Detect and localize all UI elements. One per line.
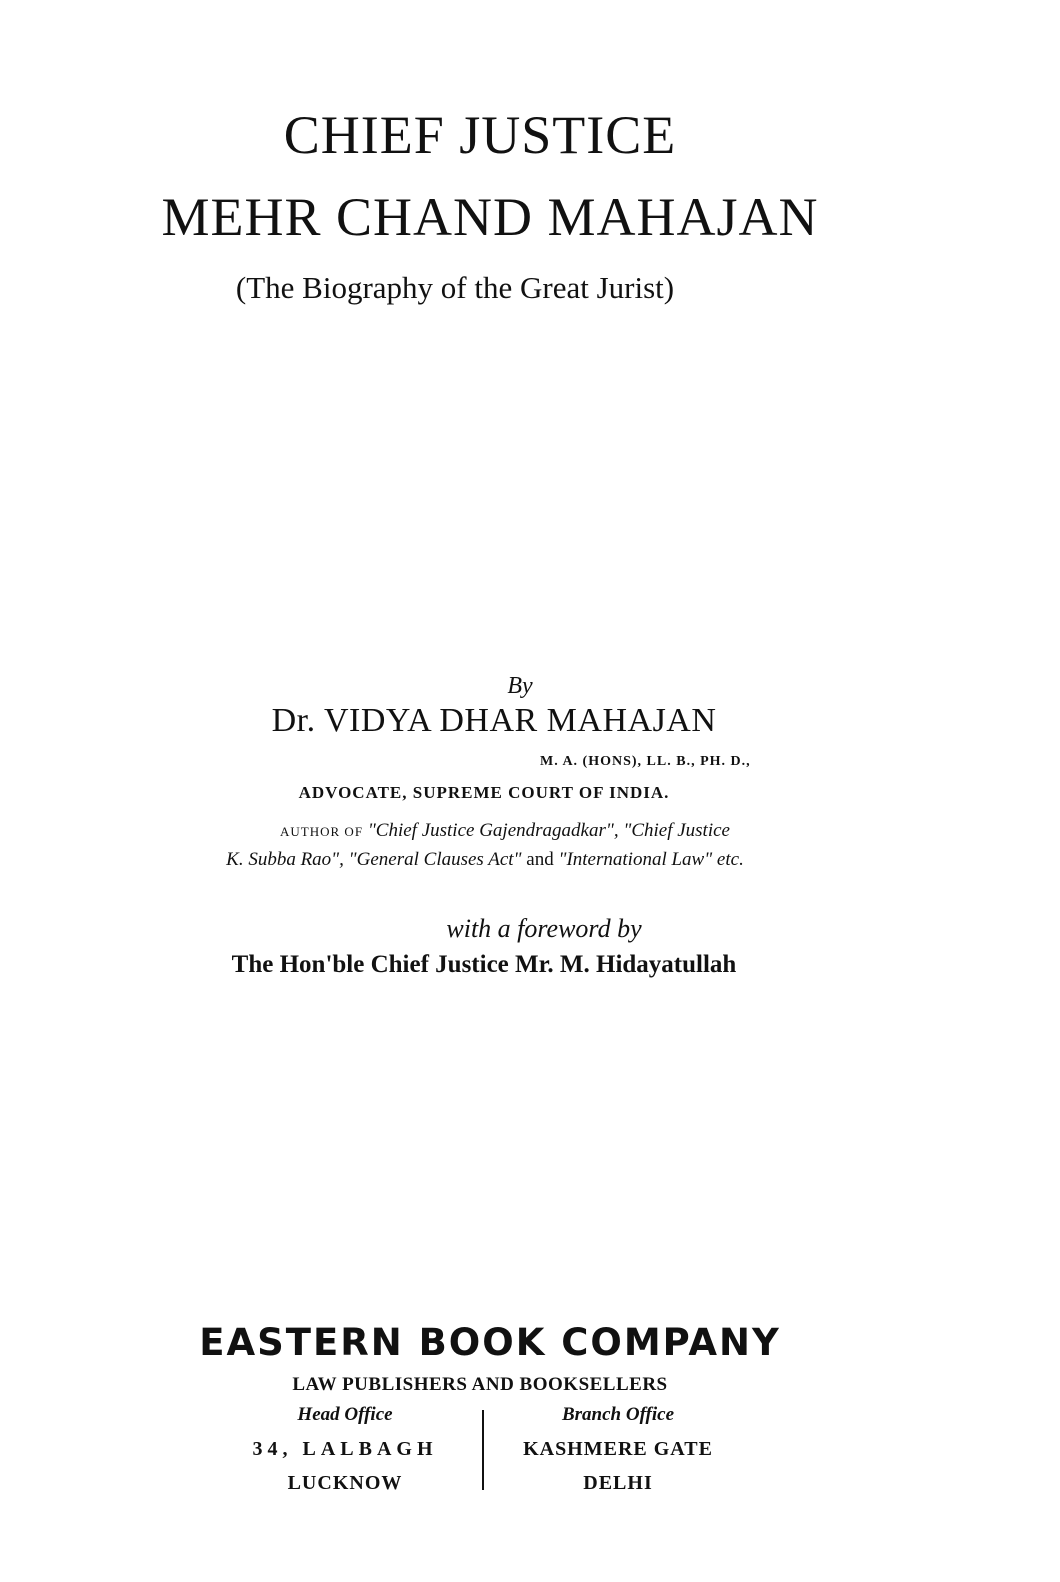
head-office-label: Head Office xyxy=(297,1404,393,1425)
author-works-prefix: AUTHOR OF xyxy=(280,824,364,839)
author-name: Dr. VIDYA DHAR MAHAJAN xyxy=(271,702,717,739)
author-works-and: and xyxy=(526,849,554,870)
publisher-tagline: LAW PUBLISHERS AND BOOKSELLERS xyxy=(292,1374,668,1395)
publisher-name: EASTERN BOOK COMPANY xyxy=(199,1321,781,1364)
by-label: By xyxy=(507,673,533,699)
book-title-line1: CHIEF JUSTICE xyxy=(283,105,677,165)
author-position: ADVOCATE, SUPREME COURT OF INDIA. xyxy=(298,783,670,802)
author-works-titles-1: "Chief Justice Gajendragadkar", "Chief Justice xyxy=(367,820,730,841)
book-subtitle: (The Biography of the Great Jurist) xyxy=(235,270,675,305)
author-works-line2 xyxy=(0,849,1015,871)
head-office-address-line1: 34, LALBAGH xyxy=(252,1438,438,1460)
foreword-author: The Hon'ble Chief Justice Mr. M. Hidayatullah xyxy=(231,951,737,978)
head-office-address-line2: LUCKNOW xyxy=(287,1472,403,1494)
author-works-titles-2b: "International Law" etc. xyxy=(558,849,744,870)
branch-office-label: Branch Office xyxy=(561,1404,675,1425)
author-works-titles-2a: K. Subba Rao", "General Clauses Act" xyxy=(226,849,522,870)
book-title-line2: MEHR CHAND MAHAJAN xyxy=(161,187,819,247)
foreword-label: with a foreword by xyxy=(446,914,642,943)
branch-office-address-line2: DELHI xyxy=(583,1472,653,1494)
author-degrees: M. A. (HONS), LL. B., PH. D., xyxy=(540,754,751,769)
office-divider xyxy=(482,1410,484,1490)
author-works-line1 xyxy=(0,820,1035,842)
branch-office-address-line1: KASHMERE GATE xyxy=(523,1438,713,1460)
head-office xyxy=(220,1404,470,1500)
branch-office xyxy=(498,1404,738,1500)
